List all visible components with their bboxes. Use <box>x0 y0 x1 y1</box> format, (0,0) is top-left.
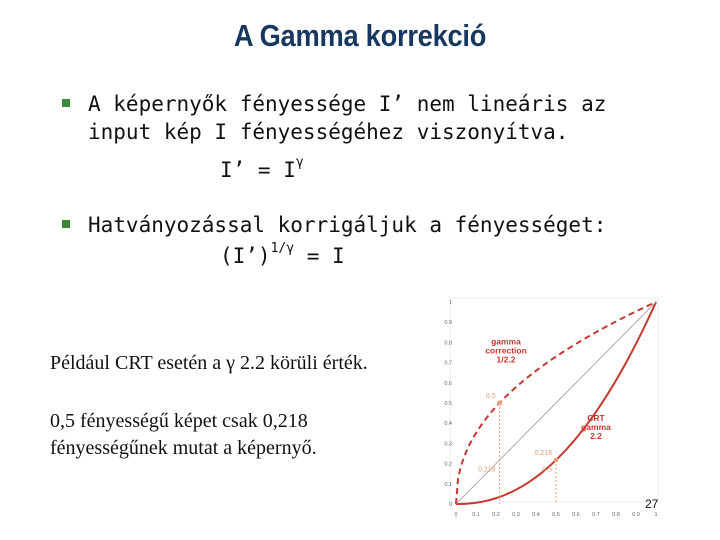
y-tick-label: 0.3 <box>444 441 452 448</box>
annotation-line: 1/2.2 <box>496 354 516 365</box>
x-tick-label: 0.4 <box>532 512 540 518</box>
example-text: Például CRT esetén a γ 2.2 körüli érték. <box>50 352 368 374</box>
y-tick-label: 0 <box>448 502 452 508</box>
data-point <box>554 458 559 463</box>
y-tick-label: 0.9 <box>444 320 452 327</box>
y-tick-label: 0.2 <box>444 461 452 468</box>
annotation-line: CRT <box>587 413 605 424</box>
x-tick-label: 0.3 <box>512 512 520 518</box>
point-y-label: 0.218 <box>534 449 552 457</box>
page-number: 27 <box>645 497 659 511</box>
formula-correction-rest: = I <box>294 244 345 268</box>
bullet-square-icon <box>62 220 70 228</box>
x-tick-label: 0.2 <box>492 512 500 518</box>
explanation-line-2: fényességűnek mutat a képernyő. <box>50 437 317 459</box>
formula-correction <box>220 241 345 268</box>
bullet-1-line-1: A képernyők fényessége I’ nem lineáris az <box>88 92 607 116</box>
x-tick-label: 0.7 <box>592 512 600 518</box>
annotation-line: 2.2 <box>590 431 602 442</box>
formula-gamma-exponent: γ <box>295 155 304 170</box>
x-tick-label: 0.8 <box>612 512 620 518</box>
y-tick-label: 0.4 <box>444 421 452 428</box>
point-x-label: 0.218 <box>478 466 496 474</box>
x-tick-label: 0.6 <box>572 512 580 518</box>
gamma-chart <box>428 292 664 520</box>
data-point <box>497 401 502 406</box>
slide-title: A Gamma korrekció <box>233 18 487 53</box>
y-tick-label: 0.7 <box>444 360 452 367</box>
y-tick-label: 0.6 <box>444 380 452 387</box>
annotation-line: gamma <box>581 422 611 433</box>
formula-correction-exponent: 1/γ <box>270 241 295 256</box>
explanation-line-1: 0,5 fényességű képet csak 0,218 <box>50 410 308 432</box>
y-tick-label: 0.5 <box>444 401 452 407</box>
formula-gamma-base: I’ = I <box>220 158 296 182</box>
formula-correction-base: (I’) <box>220 244 271 268</box>
point-y-label: 0.5 <box>485 393 496 400</box>
formula-gamma <box>220 155 304 182</box>
x-tick-label: 1 <box>654 512 658 518</box>
x-tick-label: 0 <box>454 512 458 518</box>
y-tick-label: 0.1 <box>444 481 452 488</box>
bullet-2-line-1: Hatványozással korrigáljuk a fényességet: <box>88 213 607 237</box>
x-tick-label: 0.1 <box>472 512 480 518</box>
annotation-line: gamma <box>491 336 521 347</box>
annotation-line: correction <box>485 345 527 356</box>
y-tick-label: 0.8 <box>444 340 452 347</box>
x-tick-label: 0.5 <box>552 512 560 518</box>
bullet-1-line-2: input kép I fényességéhez viszonyítva. <box>88 120 569 144</box>
bullet-square-icon <box>62 99 70 107</box>
x-tick-label: 0.9 <box>632 512 640 518</box>
y-tick-label: 1 <box>448 300 452 306</box>
point-x-label: 0.5 <box>542 466 552 474</box>
